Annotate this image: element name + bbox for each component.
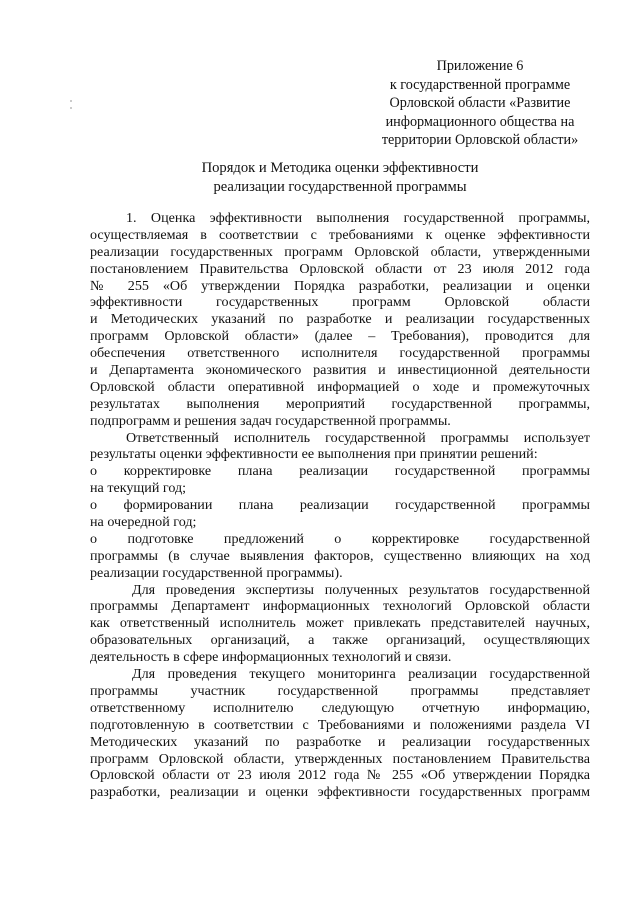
- body-line: деятельность в сфере информационных технологий и связи.: [90, 649, 452, 666]
- body-line: Ответственный исполнитель государственной программы использует: [126, 429, 590, 446]
- appendix-line: информационного общества на: [385, 113, 575, 130]
- body-line: подготовленную в соответствии с Требованиями и положениями раздела VI: [90, 716, 590, 733]
- body-line: Методических указаний по разработке и реализации государственных: [90, 733, 590, 750]
- body-line: осуществляемая в соответствии с требованиями к оценке эффективности: [90, 226, 590, 243]
- bullet-line: о подготовке предложений о корректировке государственной: [90, 530, 590, 547]
- body-line: Для проведения экспертизы полученных результатов государственной: [132, 581, 590, 598]
- body-line: постановлением Правительства Орловской области от 23 июля 2012 года: [90, 260, 590, 277]
- body-line: программы (в случае выявления факторов, существенно влияющих на ход: [90, 547, 590, 564]
- body-line: Орловской области оперативной информацией о ходе и промежуточных: [90, 378, 590, 395]
- body-line: программы участник государственной программы представляет: [90, 682, 590, 699]
- title-line: реализации государственной программы: [213, 178, 467, 195]
- body-line: реализации государственной программы).: [90, 564, 343, 581]
- body-line: результаты оценки эффективности ее выполнения при принятии решений:: [90, 446, 538, 463]
- body-line: обеспечения ответственного исполнителя государственной программы: [90, 345, 590, 362]
- body-line: 1. Оценка эффективности выполнения государственной программы,: [126, 210, 590, 226]
- body-line: и Департамента экономического развития и инвестиционной деятельности: [90, 362, 590, 379]
- body-line: программ Орловской области, утвержденных постановлением Правительства: [90, 750, 590, 767]
- scan-speck: [70, 107, 72, 109]
- body-line: как ответственный исполнитель может привлекать представителей научных,: [90, 615, 590, 632]
- appendix-line: Орловской области «Развитие: [389, 95, 571, 112]
- body-line: результатах выполнения мероприятий государственной программы,: [90, 395, 590, 412]
- body-line: № 255 «Об утверждении Порядка разработки, реализации и оценки: [90, 277, 590, 294]
- body-line: подпрограмм и решения задач государственной программы.: [90, 412, 451, 429]
- bullet-line: о корректировке плана реализации государственной программы: [90, 463, 590, 480]
- body-line: эффективности государственных программ Орловской области: [90, 294, 590, 311]
- title-line: Порядок и Методика оценки эффективности: [201, 160, 479, 176]
- appendix-line: Приложение 6: [436, 58, 524, 74]
- document-title: [90, 159, 590, 196]
- appendix-line: территории Орловской области»: [381, 132, 579, 149]
- body-line: на очередной год;: [90, 514, 197, 531]
- body-line: и Методических указаний по разработке и реализации государственных: [90, 311, 590, 328]
- body-line: на текущий год;: [90, 480, 187, 497]
- bullet-line: о формировании плана реализации государственной программы: [90, 497, 590, 514]
- body-line: реализации государственных программ Орловской области, утвержденными: [90, 243, 590, 260]
- body-line: ответственному исполнителю следующую отчетную информацию,: [90, 699, 590, 716]
- body-line: программ Орловской области» (далее – Требования), проводится для: [90, 328, 590, 345]
- scan-speck: [70, 100, 72, 102]
- document-body: [90, 210, 590, 801]
- appendix-header: [350, 57, 610, 150]
- body-line: программы Департамент информационных технологий Орловской области: [90, 598, 590, 615]
- body-line: образовательных организаций, а также организаций, осуществляющих: [90, 632, 590, 649]
- appendix-line: к государственной программе: [389, 76, 571, 93]
- body-line: Орловской области от 23 июля 2012 года № 255 «Об утверждении Порядка: [90, 767, 590, 784]
- body-line: разработки, реализации и оценки эффективности государственных программ: [90, 784, 590, 801]
- body-line: Для проведения текущего мониторинга реализации государственной: [132, 666, 590, 683]
